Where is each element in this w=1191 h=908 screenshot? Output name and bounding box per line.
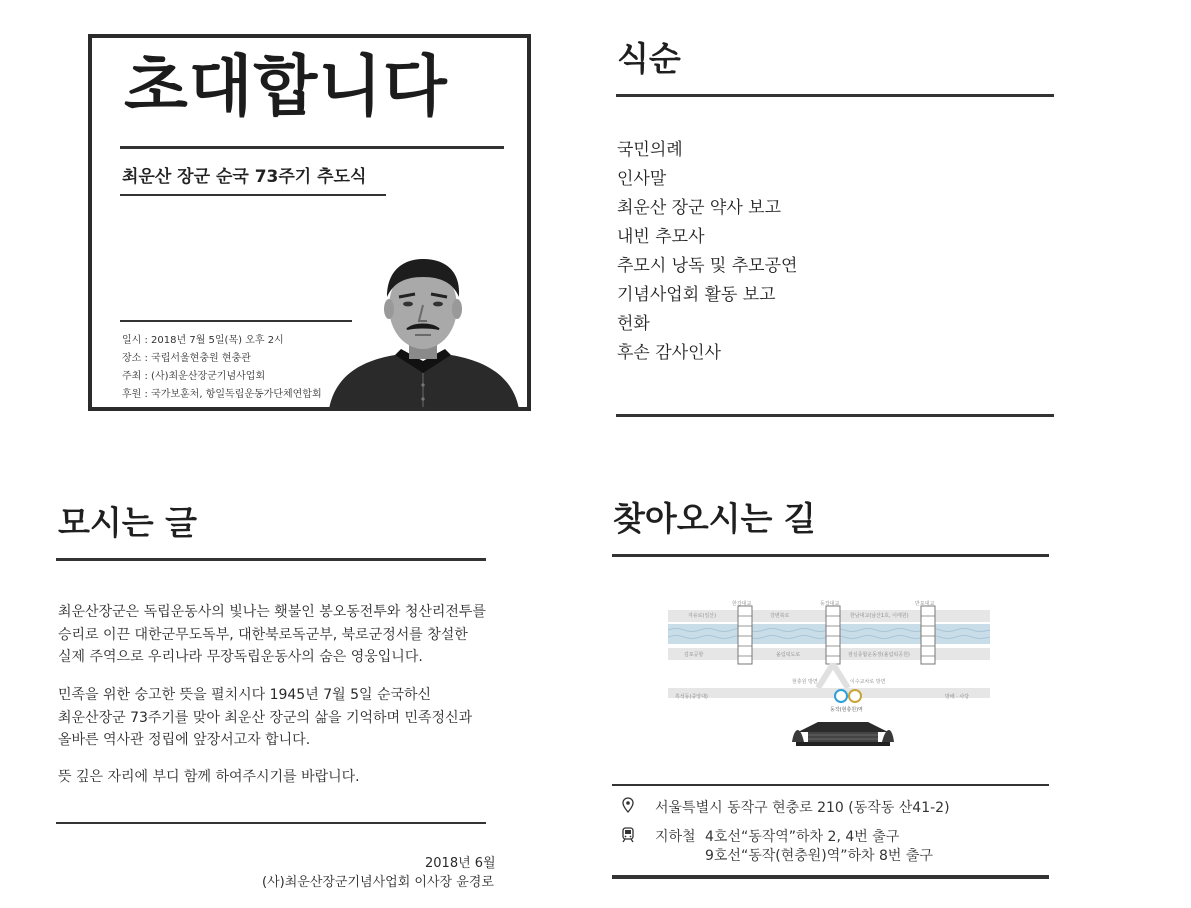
line9-number: 9 <box>852 693 856 699</box>
letter-line: 최운산장군은 독립운동사의 빛나는 횃불인 봉오동전투와 청산리전투를 <box>58 604 486 620</box>
subway-label: 지하철 <box>655 829 696 845</box>
program-item: 국민의례 <box>617 140 683 160</box>
letter-bottom-rule <box>56 822 486 824</box>
map-label-gate: 현충원 방면 <box>792 679 818 685</box>
map-label-bridge: 한강대교 <box>732 601 752 607</box>
subway-line9-text: 9호선“동작(현충원)역”하차 8번 출구 <box>705 848 933 864</box>
program-item: 헌화 <box>617 314 650 334</box>
letter-signature: (사)최운산장군기념사업회 이사장 윤경로 <box>262 875 494 890</box>
letter-heading-rule <box>56 558 486 561</box>
map-label-road: 흑석동(중앙대) <box>675 694 708 700</box>
program-item: 후손 감사인사 <box>617 343 721 363</box>
directions-heading-rule <box>612 554 1049 557</box>
program-item: 추모시 낭독 및 추모공연 <box>617 256 798 276</box>
event-datetime: 일시 : 2018년 7월 5일(목) 오후 2시 <box>122 335 284 346</box>
map-label-road: 방배 · 사당 <box>945 694 970 700</box>
location-pin-icon <box>622 797 634 813</box>
invitation-title: 초대합니다 <box>124 48 448 125</box>
subway-icon <box>621 827 635 843</box>
address-text: 서울특별시 동작구 현충로 210 (동작동 산41-2) <box>655 800 950 816</box>
map-bottom-rule <box>612 784 1049 786</box>
map-label-road: 자유로(일산) <box>688 613 717 619</box>
event-venue: 장소 : 국립서울현충원 현충관 <box>122 353 251 364</box>
program-item: 최운산 장군 약사 보고 <box>617 198 782 218</box>
program-heading: 식순 <box>617 39 681 78</box>
letter-line: 민족을 위한 숭고한 뜻을 펼치시다 1945년 7월 5일 순국하신 <box>58 687 432 703</box>
map-label-road: 한남대교(남산1호, 이태원) <box>850 613 909 619</box>
letter-heading: 모시는 글 <box>58 503 198 542</box>
letter-line: 최운산장군 73주기를 맞아 최운산 장군의 삶을 기억하며 민족정신과 <box>58 710 473 726</box>
program-heading-rule <box>616 94 1054 97</box>
map-label-gate: 이수교차로 방면 <box>850 679 886 685</box>
event-sponsor: 후원 : 국가보훈처, 항일독립운동가단체연합회 <box>122 389 322 400</box>
bridge-hangang <box>738 606 752 664</box>
subway-line4-text: 4호선“동작역”하차 2, 4번 출구 <box>705 829 900 845</box>
directions-heading: 찾아오시는 길 <box>613 499 816 538</box>
letter-section <box>0 0 498 908</box>
map-label-road: 김포공항 <box>684 652 704 658</box>
map-label-road: 잠실종합운동장(올림픽공원) <box>848 652 910 658</box>
map-label-bridge: 동작대교 <box>820 601 840 607</box>
program-item: 인사말 <box>617 169 667 189</box>
invitation-subtitle: 최운산 장군 순국 73주기 추도식 <box>122 167 367 187</box>
letter-line: 실제 주역으로 우리나라 무장독립운동사의 숨은 영웅입니다. <box>58 649 423 665</box>
event-host: 주최 : (사)최운산장군기념사업회 <box>122 371 266 382</box>
letter-line: 승리로 이끈 대한군무도독부, 대한북로독군부, 북로군정서를 창설한 <box>58 627 468 643</box>
letter-date: 2018년 6월 <box>425 856 496 871</box>
bridge-banpo <box>921 606 935 664</box>
memorial-building-icon <box>792 722 894 746</box>
map-label-road: 강변북로 <box>770 613 790 619</box>
program-item: 내빈 추모사 <box>617 227 705 247</box>
program-item: 기념사업회 활동 보고 <box>617 285 776 305</box>
line4-number: 4 <box>837 693 841 699</box>
bridge-dongjak <box>826 606 840 664</box>
location-map <box>668 592 994 748</box>
directions-bottom-rule <box>612 875 1049 879</box>
letter-line: 뜻 깊은 자리에 부디 함께 하여주시기를 바랍니다. <box>58 769 360 785</box>
program-bottom-rule <box>616 414 1054 417</box>
map-label-bridge: 반포대교 <box>915 601 935 607</box>
map-label-road: 올림픽도로 <box>776 652 801 658</box>
map-label-station: 동작(현충원)역 <box>830 707 863 713</box>
letter-line: 올바른 역사관 정립에 앞장서고자 합니다. <box>58 732 311 748</box>
lower-road <box>668 688 990 698</box>
